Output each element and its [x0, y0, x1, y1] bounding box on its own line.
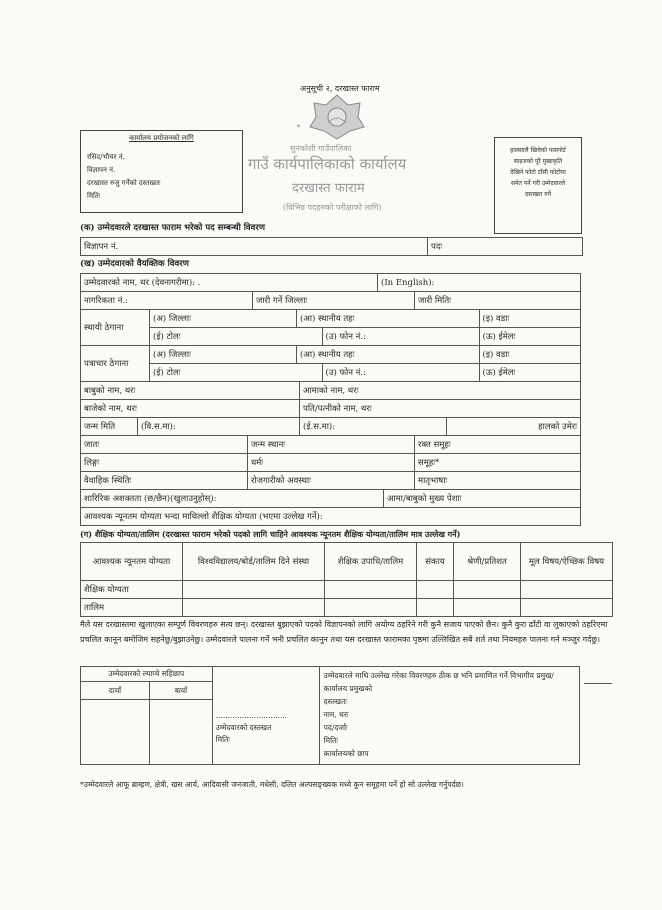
left-thumb-label: बायाँ [150, 682, 213, 700]
verification-cell[interactable] [319, 667, 579, 765]
section-b-heading: (ख) उम्मेदवारको वैयक्तिक विवरण [80, 259, 189, 269]
perm-phone-field[interactable]: (उ) फोन नं.: [322, 328, 479, 346]
academic-institution-cell[interactable] [183, 581, 325, 599]
photo-box[interactable] [494, 137, 582, 234]
col-major-subject: मूल विषय/ऐच्छिक विषय [521, 543, 613, 581]
dob-label: जन्म मिति [81, 418, 138, 436]
photo-instruction-5: दस्तखत गर्ने [525, 191, 551, 198]
mother-name-field[interactable]: आमाको नाम, थरः [300, 382, 581, 400]
col-degree: शैक्षिक उपाधि/तालिम [325, 543, 417, 581]
emblem-logo [308, 93, 366, 141]
signature-table [80, 666, 580, 765]
perm-tole-field[interactable]: (ई) टोलः [150, 328, 323, 346]
qualification-table [80, 542, 613, 617]
birthplace-field[interactable]: जन्म स्थानः [248, 436, 415, 454]
thumbprint-title: उम्मेदवारको ल्याप्चे सहिछाप [81, 667, 213, 682]
father-name-field[interactable]: बाबुको नाम, थरः [81, 382, 300, 400]
employment-status-field[interactable]: रोजगारीको अवस्थाः [248, 472, 415, 490]
office-use-title: कार्यालय प्रयोजनको लागि [129, 134, 194, 142]
dob-table [80, 417, 581, 436]
mail-tole-field[interactable]: (ई) टोलः [150, 364, 323, 382]
verifier-name-label: नाम, थरः [323, 710, 349, 719]
section-c-heading: (ग) शैक्षिक योग्यता/तालिम (दरखास्त फाराम भरेको पदको लागि चाहिने आवश्यक न्यूनतम शैक्षिक योग्यता/तालिम मात्र उल्लेख गर्ने) [80, 529, 461, 539]
row-training-label: तालिम [81, 599, 183, 617]
right-thumb-label: दायाँ [81, 682, 150, 700]
office-name: गाउँ कार्यपालिकाको कार्यालय [248, 155, 407, 173]
left-thumb-box[interactable] [150, 700, 213, 765]
mail-ward-field[interactable]: (इ) वडाः [479, 346, 580, 364]
photo-instruction-4: समेत पर्ने गरी उम्मेदवारले [510, 180, 566, 187]
col-min-qualification: आवश्यक न्यूनतम योग्यता [81, 543, 183, 581]
training-degree-cell[interactable] [325, 599, 417, 617]
advert-no-label: विज्ञापन नं. [87, 166, 116, 174]
verifier-sign-label: दस्तखतः [323, 697, 347, 706]
issue-district-field[interactable]: जारी गर्ने जिल्लाः [253, 292, 415, 310]
citizenship-no-field[interactable]: नागरिकता नं.: [81, 292, 253, 310]
training-division-cell[interactable] [454, 599, 521, 617]
academic-faculty-cell[interactable] [417, 581, 454, 599]
emblem-mark: ✦ [296, 123, 302, 130]
training-faculty-cell[interactable] [417, 599, 454, 617]
dob-ad-field[interactable]: (ई.स.मा): [300, 418, 447, 436]
parent-occupation-field[interactable]: आमा/बाबुको मुख्य पेशाः [384, 490, 581, 508]
academic-division-cell[interactable] [454, 581, 521, 599]
section-a-table [80, 237, 583, 256]
candidate-sign-cell[interactable] [212, 667, 319, 765]
caste-field[interactable]: जातः [81, 436, 248, 454]
office-use-box [80, 130, 243, 213]
training-subject-cell[interactable] [521, 599, 613, 617]
higher-qualification-field[interactable]: आवश्यक न्यूनतम योग्यता भन्दा माथिल्लो शैक्षिक योग्यता (भएमा उल्लेख गर्ने): [81, 508, 581, 526]
photo-instruction-1: हालसालै खिचेको पासपोर्ट [510, 147, 566, 154]
schedule-label: अनुसूची २, दरखास्त फाराम [300, 84, 380, 93]
academic-degree-cell[interactable] [325, 581, 417, 599]
spouse-name-field[interactable]: पति/पत्नीको नाम, थरः [300, 400, 581, 418]
sign-dots: .............................. [215, 711, 288, 720]
religion-field[interactable]: धर्मः [248, 454, 415, 472]
attributes-table [80, 435, 581, 490]
mother-tongue-field[interactable]: मातृभाषाः [415, 472, 581, 490]
verifier-date-label: मितिः [323, 736, 338, 745]
municipality-name: सुनकोशी गाउँपालिका [290, 144, 352, 153]
form-title: दरखास्त फाराम [292, 181, 365, 196]
perm-district-field[interactable]: (अ) जिल्लाः [150, 310, 297, 328]
verifier-sign-label: दरखास्त रुजु गर्नेको दस्तखतः [87, 179, 161, 187]
training-institution-cell[interactable] [183, 599, 325, 617]
side-dash [584, 683, 612, 684]
mailing-address-label: पत्राचार ठेगाना [81, 346, 150, 382]
verification-text: उम्मेदवारले माथि उल्लेख गरेका विवरणहरु ठीक छ भनि प्रमाणित गर्ने विभागीय प्रमुख/कार्यालय प्रमुखको [323, 671, 554, 693]
mail-email-field[interactable]: (ऊ) ईमेलः [479, 364, 580, 382]
group-field[interactable]: समूहः* [415, 454, 581, 472]
col-faculty: संकाय [417, 543, 454, 581]
current-age-field[interactable]: हालको उमेरः [447, 418, 581, 436]
candidate-date-label: मितिः [215, 735, 230, 744]
perm-ward-field[interactable]: (इ) वडाः [479, 310, 580, 328]
photo-instruction-2: साइजको पूरै मुखाकृति [513, 158, 563, 165]
mail-phone-field[interactable]: (उ) फोन नं.: [322, 364, 479, 382]
post-field[interactable]: पदः [428, 238, 583, 256]
issue-date-field[interactable]: जारी मितिः [415, 292, 581, 310]
academic-subject-cell[interactable] [521, 581, 613, 599]
perm-email-field[interactable]: (ऊ) ईमेलः [479, 328, 580, 346]
office-stamp-label: कार्यालयको छाप [323, 749, 369, 758]
mailing-address-table [80, 345, 581, 382]
name-row-table [80, 273, 581, 292]
name-devanagari-field[interactable]: उम्मेदवारको नाम, थर (देवनागरीमा): . [81, 274, 378, 292]
grandfather-name-field[interactable]: बाजेको नाम, थरः [81, 400, 300, 418]
blood-group-field[interactable]: रक्त समूहः [415, 436, 581, 454]
dob-bs-field[interactable]: (वि.स.मा): [138, 418, 300, 436]
office-date-label: मितिः [87, 192, 101, 200]
parents-table [80, 381, 581, 418]
photo-instruction-3: देखिने फोटो टाँसी फोटोमा [510, 169, 566, 176]
mail-local-field[interactable]: (आ) स्थानीय तहः [297, 346, 480, 364]
footnote-text: *उम्मेदवारले आफू ब्राम्हण, क्षेत्री, खस आर्य, आदिवासी जनजाती, मधेसी, दलित अल्पसङ्ख्यक मध्ये कुन समूहमा पर्ने हो सो उल्लेख गर्नुपर्दछ। [80, 780, 464, 789]
marital-status-field[interactable]: वैवाहिक स्थितिः [81, 472, 248, 490]
candidate-sign-label: उम्मेदवारको दस्तखत [215, 723, 272, 732]
col-institution: विश्वविद्यालय/बोर्ड/तालिम दिने संस्था [183, 543, 325, 581]
permanent-address-label: स्थायी ठेगाना [81, 310, 150, 346]
row-academic-label: शैक्षिक योग्यता [81, 581, 183, 599]
gender-field[interactable]: लिङ्गः [81, 454, 248, 472]
right-thumb-box[interactable] [81, 700, 150, 765]
permanent-address-table [80, 309, 581, 346]
mail-district-field[interactable]: (अ) जिल्लाः [150, 346, 297, 364]
advert-no-field[interactable]: विज्ञापन नं. [81, 238, 428, 256]
declaration-text: मैले यस दरखास्तमा खुलाएका सम्पूर्ण विवरणहरु सत्य छन्। दरखास्त बुझाएको पदको विज्ञापनको लागि अयोग्य ठहरिने गरी कुनै सजाय पाएको छैन। कुनै कुरा ढाँटी वा लुकाएको ठहरिएमा प्रचलित कानून बमोजिम सहनेछु/बुझाउनेछु। उम्मेदवारले पालना गर्ने भनी प्रचलित कानून तथा यस दरखास्त फारामका पृष्ठमा उल्लिखित सबै शर्त तथा नियमहरु पालना गर्न मञ्जुर गर्दछु। [80, 620, 608, 644]
verifier-post-label: पद/दर्जाः [323, 723, 348, 732]
section-a-heading: (क) उम्मेदवारले दरखास्त फाराम भरेको पद सम्बन्धी विवरण [80, 223, 266, 233]
name-english-field[interactable]: (In English): [378, 274, 581, 292]
col-division: श्रेणी/प्रतिशत [454, 543, 521, 581]
disability-field[interactable]: शारिरिक अशक्तता (छ/छैन)(खुलाउनुहोस्): [81, 490, 384, 508]
form-subtitle: (विभिन्न पदहरुको परीक्षाको लागि) [283, 203, 382, 212]
citizenship-table [80, 291, 581, 310]
receipt-no-label: रसिद/भौचर नं. [87, 153, 125, 161]
perm-local-field[interactable]: (आ) स्थानीय तहः [297, 310, 480, 328]
disability-table [80, 489, 581, 526]
